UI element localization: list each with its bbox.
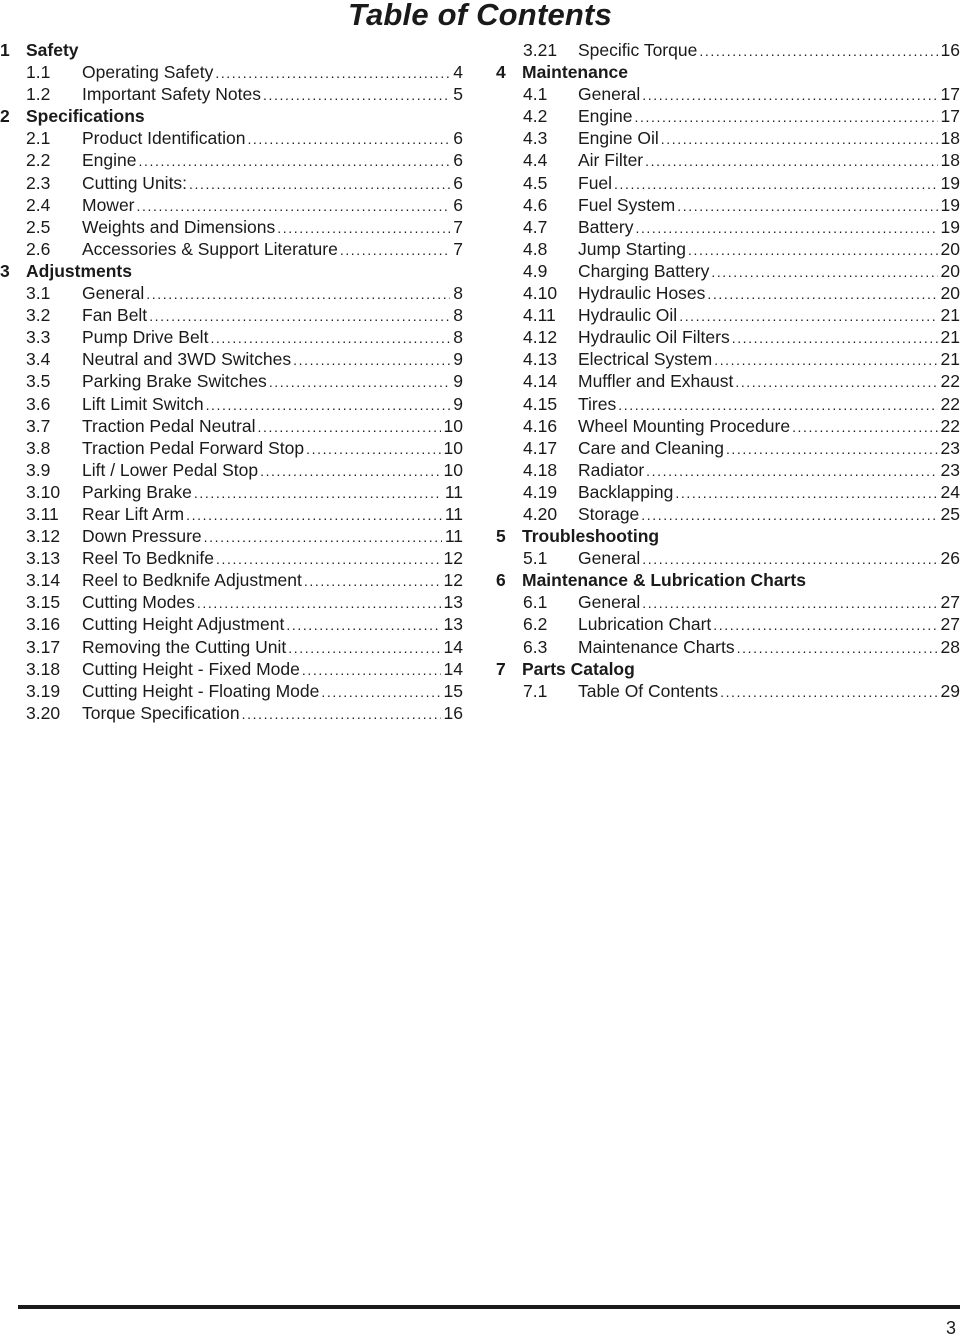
- entry-title: Traction Pedal Neutral: [82, 415, 256, 436]
- entry-title: Charging Battery: [578, 260, 710, 281]
- toc-entry[interactable]: [0, 481, 463, 503]
- entry-number: 3.11: [26, 503, 59, 524]
- entry-title: Engine: [82, 150, 137, 171]
- entry-page-number: 21: [940, 349, 960, 370]
- entry-number: 3.18: [26, 658, 61, 679]
- entry-title: Parking Brake Switches: [82, 371, 267, 392]
- dot-leader: [735, 371, 937, 393]
- dot-leader: [302, 659, 441, 681]
- toc-entry[interactable]: [0, 613, 463, 635]
- entry-number: 4.14: [523, 371, 558, 392]
- entry-page-number: 10: [443, 437, 463, 458]
- dot-leader: [321, 681, 440, 703]
- entry-title: Air Filter: [578, 150, 644, 171]
- toc-entry[interactable]: [496, 348, 960, 370]
- entry-title: Battery: [578, 216, 634, 237]
- toc-entry[interactable]: [0, 680, 463, 702]
- dot-leader: [194, 482, 442, 504]
- dot-leader: [645, 150, 937, 172]
- entry-page-number: 17: [940, 84, 960, 105]
- dot-leader: [618, 394, 937, 416]
- entry-title: Jump Starting: [578, 238, 686, 259]
- entry-number: 3.9: [26, 459, 51, 480]
- toc-entry[interactable]: [496, 370, 960, 392]
- entry-number: 7.1: [523, 680, 548, 701]
- toc-entry[interactable]: [496, 39, 960, 61]
- entry-page-number: 6: [453, 194, 463, 215]
- section-number: 2: [0, 106, 10, 127]
- dot-leader: [792, 416, 937, 438]
- dot-leader: [137, 195, 451, 217]
- toc-section-heading[interactable]: [496, 658, 960, 680]
- entry-page-number: 5: [453, 84, 463, 105]
- dot-leader: [679, 305, 937, 327]
- entry-title: Important Safety Notes: [82, 84, 261, 105]
- entry-page-number: 18: [940, 150, 960, 171]
- dot-leader: [206, 394, 451, 416]
- toc-entry[interactable]: [496, 393, 960, 415]
- dot-leader: [269, 371, 450, 393]
- entry-page-number: 24: [940, 481, 960, 502]
- dot-leader: [707, 283, 937, 305]
- section-title: Troubleshooting: [522, 526, 660, 547]
- entry-page-number: 26: [940, 548, 960, 569]
- entry-page-number: 22: [940, 371, 960, 392]
- toc-entry[interactable]: [0, 127, 463, 149]
- dot-leader: [635, 106, 938, 128]
- entry-number: 3.7: [26, 415, 51, 436]
- entry-title: Reel To Bedknife: [82, 548, 214, 569]
- toc-entry[interactable]: [0, 61, 463, 83]
- entry-page-number: 6: [453, 150, 463, 171]
- entry-title: General: [82, 283, 145, 304]
- dot-leader: [189, 173, 450, 195]
- entry-number: 4.20: [523, 503, 558, 524]
- dot-leader: [186, 504, 442, 526]
- dot-leader: [288, 637, 440, 659]
- toc-column-right: [496, 39, 960, 702]
- entry-number: 3.16: [26, 614, 61, 635]
- entry-page-number: 7: [453, 216, 463, 237]
- entry-title: Table Of Contents: [578, 680, 719, 701]
- toc-entry[interactable]: [0, 437, 463, 459]
- entry-page-number: 27: [940, 592, 960, 613]
- entry-title: General: [578, 84, 641, 105]
- entry-title: Pump Drive Belt: [82, 327, 209, 348]
- entry-number: 4.17: [523, 437, 558, 458]
- toc-section-heading[interactable]: [0, 260, 463, 282]
- dot-leader: [286, 614, 440, 636]
- section-number: 6: [496, 570, 506, 591]
- entry-title: Operating Safety: [82, 62, 214, 83]
- toc-entry[interactable]: [0, 304, 463, 326]
- entry-number: 6.3: [523, 636, 548, 657]
- toc-column-left: [0, 39, 463, 724]
- dot-leader: [737, 637, 938, 659]
- dot-leader: [688, 239, 938, 261]
- dot-leader: [216, 548, 441, 570]
- entry-title: Traction Pedal Forward Stop: [82, 437, 305, 458]
- entry-title: Lift / Lower Pedal Stop: [82, 459, 259, 480]
- dot-leader: [699, 40, 937, 62]
- entry-page-number: 16: [940, 40, 960, 60]
- dot-leader: [260, 460, 440, 482]
- dot-leader: [204, 526, 442, 548]
- entry-page-number: 11: [444, 503, 463, 524]
- entry-title: Weights and Dimensions: [82, 216, 276, 237]
- toc-entry[interactable]: [0, 393, 463, 415]
- toc-entry[interactable]: [496, 481, 960, 503]
- entry-title: Cutting Modes: [82, 592, 195, 613]
- toc-entry[interactable]: [0, 326, 463, 348]
- dot-leader: [263, 84, 450, 106]
- entry-title: Accessories & Support Literature: [82, 238, 338, 259]
- section-number: 4: [496, 62, 506, 83]
- entry-number: 2.4: [26, 194, 51, 215]
- entry-title: Backlapping: [578, 481, 674, 502]
- entry-number: 6.2: [523, 614, 548, 635]
- entry-number: 4.5: [523, 172, 548, 193]
- dot-leader: [215, 62, 450, 84]
- entry-title: Product Identification: [82, 128, 246, 149]
- section-title: Safety: [26, 40, 79, 60]
- toc-section-heading[interactable]: [0, 105, 463, 127]
- dot-leader: [642, 548, 937, 570]
- entry-title: Engine Oil: [578, 128, 659, 149]
- entry-title: Cutting Height Adjustment: [82, 614, 285, 635]
- toc-entry[interactable]: [0, 238, 463, 260]
- entry-number: 3.17: [26, 636, 61, 657]
- entry-page-number: 25: [940, 503, 960, 524]
- dot-leader: [277, 217, 450, 239]
- section-title: Adjustments: [26, 260, 132, 281]
- entry-page-number: 4: [453, 62, 463, 83]
- entry-title: Lift Limit Switch: [82, 393, 204, 414]
- dot-leader: [197, 592, 441, 614]
- toc-entry[interactable]: [0, 525, 463, 547]
- section-title: Parts Catalog: [522, 658, 635, 679]
- dot-leader: [714, 349, 937, 371]
- entry-number: 1.2: [26, 84, 51, 105]
- entry-title: Cutting Units:: [82, 172, 188, 193]
- toc-section-heading[interactable]: [496, 61, 960, 83]
- entry-title: Electrical System: [578, 349, 713, 370]
- entry-title: Removing the Cutting Unit: [82, 636, 287, 657]
- dot-leader: [306, 438, 440, 460]
- entry-title: Hydraulic Oil: [578, 305, 678, 326]
- toc-entry[interactable]: [0, 459, 463, 481]
- entry-title: Fuel System: [578, 194, 676, 215]
- entry-page-number: 20: [940, 283, 960, 304]
- toc-entry[interactable]: [496, 172, 960, 194]
- entry-page-number: 17: [940, 106, 960, 127]
- section-number: 1: [0, 40, 10, 60]
- toc-entry[interactable]: [496, 260, 960, 282]
- entry-title: Hydraulic Hoses: [578, 283, 706, 304]
- section-title: Specifications: [26, 106, 145, 127]
- entry-page-number: 22: [940, 393, 960, 414]
- toc-entry[interactable]: [496, 216, 960, 238]
- toc-entry[interactable]: [0, 591, 463, 613]
- toc-entry[interactable]: [496, 680, 960, 702]
- dot-leader: [711, 261, 937, 283]
- entry-page-number: 29: [940, 680, 960, 701]
- entry-page-number: 12: [443, 570, 463, 591]
- entry-title: Care and Cleaning: [578, 437, 724, 458]
- entry-number: 4.16: [523, 415, 558, 436]
- entry-title: General: [578, 592, 641, 613]
- toc-entry[interactable]: [0, 282, 463, 304]
- toc-section-heading[interactable]: [496, 525, 960, 547]
- section-number: 7: [496, 658, 506, 679]
- entry-page-number: 14: [443, 636, 463, 657]
- dot-leader: [713, 614, 937, 636]
- dot-leader: [247, 128, 450, 150]
- toc-entry[interactable]: [0, 348, 463, 370]
- entry-number: 3.10: [26, 481, 61, 502]
- dot-leader: [675, 482, 937, 504]
- toc-entry[interactable]: [0, 149, 463, 171]
- entry-page-number: 21: [940, 305, 960, 326]
- entry-page-number: 13: [443, 614, 463, 635]
- entry-number: 4.11: [523, 305, 556, 326]
- toc-entry[interactable]: [0, 547, 463, 569]
- section-number: 5: [496, 526, 506, 547]
- toc-entry[interactable]: [0, 503, 463, 525]
- entry-page-number: 14: [443, 658, 463, 679]
- entry-number: 2.5: [26, 216, 51, 237]
- toc-entry[interactable]: [0, 415, 463, 437]
- toc-entry[interactable]: [496, 636, 960, 658]
- entry-page-number: 6: [453, 172, 463, 193]
- toc-entry[interactable]: [496, 547, 960, 569]
- entry-title: Down Pressure: [82, 526, 202, 547]
- entry-page-number: 7: [453, 238, 463, 259]
- entry-title: Hydraulic Oil Filters: [578, 327, 730, 348]
- toc-entry[interactable]: [496, 459, 960, 481]
- dot-leader: [642, 84, 937, 106]
- entry-page-number: 8: [453, 327, 463, 348]
- entry-page-number: 9: [453, 349, 463, 370]
- entry-page-number: 9: [453, 371, 463, 392]
- dot-leader: [646, 460, 937, 482]
- entry-page-number: 19: [940, 172, 960, 193]
- page-number: 3: [945, 1318, 956, 1338]
- entry-number: 4.18: [523, 459, 558, 480]
- toc-entry[interactable]: [496, 238, 960, 260]
- entry-page-number: 19: [940, 216, 960, 237]
- entry-page-number: 22: [940, 415, 960, 436]
- entry-page-number: 6: [453, 128, 463, 149]
- entry-page-number: 10: [443, 459, 463, 480]
- entry-page-number: 12: [443, 548, 463, 569]
- entry-title: Cutting Height - Floating Mode: [82, 680, 320, 701]
- entry-number: 3.6: [26, 393, 51, 414]
- entry-page-number: 18: [940, 128, 960, 149]
- entry-page-number: 8: [453, 283, 463, 304]
- entry-number: 3.13: [26, 548, 61, 569]
- entry-number: 4.8: [523, 238, 548, 259]
- toc-entry[interactable]: [0, 216, 463, 238]
- entry-title: Parking Brake: [82, 481, 192, 502]
- dot-leader: [293, 349, 450, 371]
- dot-leader: [139, 150, 451, 172]
- entry-title: Muffler and Exhaust: [578, 371, 734, 392]
- entry-number: 3.12: [26, 526, 61, 547]
- dot-leader: [641, 504, 937, 526]
- entry-number: 3.8: [26, 437, 51, 458]
- entry-page-number: 23: [940, 459, 960, 480]
- section-number: 3: [0, 260, 10, 281]
- toc-entry[interactable]: [496, 503, 960, 525]
- toc-entry[interactable]: [496, 591, 960, 613]
- toc-entry[interactable]: [0, 370, 463, 392]
- entry-number: 3.3: [26, 327, 51, 348]
- toc-entry[interactable]: [496, 149, 960, 171]
- toc-entry[interactable]: [0, 658, 463, 680]
- entry-number: 4.6: [523, 194, 548, 215]
- entry-page-number: 10: [443, 415, 463, 436]
- entry-number: 4.19: [523, 481, 558, 502]
- entry-number: 6.1: [523, 592, 548, 613]
- entry-page-number: 20: [940, 260, 960, 281]
- entry-title: Fan Belt: [82, 305, 148, 326]
- dot-leader: [304, 570, 441, 592]
- section-title: Maintenance & Lubrication Charts: [522, 570, 806, 591]
- section-title: Maintenance: [522, 62, 628, 83]
- toc-entry[interactable]: [0, 194, 463, 216]
- entry-number: 4.12: [523, 327, 558, 348]
- entry-page-number: 11: [444, 526, 463, 547]
- entry-number: 4.15: [523, 393, 558, 414]
- entry-number: 3.21: [523, 40, 558, 60]
- entry-number: 4.7: [523, 216, 548, 237]
- entry-title: Cutting Height - Fixed Mode: [82, 658, 300, 679]
- toc-entry[interactable]: [496, 326, 960, 348]
- dot-leader: [661, 128, 938, 150]
- entry-number: 4.3: [523, 128, 548, 149]
- entry-number: 2.1: [26, 128, 51, 149]
- dot-leader: [340, 239, 450, 261]
- entry-title: Torque Specification: [82, 702, 240, 723]
- toc-entry[interactable]: [496, 415, 960, 437]
- entry-page-number: 8: [453, 305, 463, 326]
- dot-leader: [614, 173, 937, 195]
- entry-number: 4.13: [523, 349, 558, 370]
- page-title: Table of Contents: [347, 0, 613, 32]
- toc-entry[interactable]: [496, 105, 960, 127]
- entry-number: 2.3: [26, 172, 51, 193]
- entry-number: 4.2: [523, 106, 548, 127]
- entry-page-number: 16: [443, 702, 463, 723]
- entry-number: 3.20: [26, 702, 61, 723]
- toc-entry[interactable]: [496, 127, 960, 149]
- entry-title: General: [578, 548, 641, 569]
- entry-number: 4.10: [523, 283, 558, 304]
- entry-page-number: 27: [940, 614, 960, 635]
- entry-title: Neutral and 3WD Switches: [82, 349, 292, 370]
- toc-entry[interactable]: [496, 83, 960, 105]
- entry-page-number: 28: [940, 636, 960, 657]
- toc-entry[interactable]: [496, 304, 960, 326]
- toc-section-heading[interactable]: [0, 39, 463, 61]
- entry-number: 3.2: [26, 305, 51, 326]
- toc-entry[interactable]: [0, 83, 463, 105]
- toc-entry[interactable]: [0, 702, 463, 724]
- entry-title: Storage: [578, 503, 640, 524]
- entry-number: 4.9: [523, 260, 548, 281]
- entry-title: Tires: [578, 393, 617, 414]
- entry-title: Reel to Bedknife Adjustment: [82, 570, 302, 591]
- entry-page-number: 13: [443, 592, 463, 613]
- entry-page-number: 19: [940, 194, 960, 215]
- entry-page-number: 9: [453, 393, 463, 414]
- toc-entry[interactable]: [496, 194, 960, 216]
- entry-title: Mower: [82, 194, 135, 215]
- dot-leader: [732, 327, 938, 349]
- entry-number: 4.4: [523, 150, 548, 171]
- entry-title: Fuel: [578, 172, 613, 193]
- entry-number: 2.2: [26, 150, 51, 171]
- dot-leader: [146, 283, 450, 305]
- entry-number: 5.1: [523, 548, 548, 569]
- dot-leader: [149, 305, 450, 327]
- dot-leader: [642, 592, 937, 614]
- toc-entry[interactable]: [496, 282, 960, 304]
- entry-number: 3.1: [26, 283, 51, 304]
- entry-number: 1.1: [26, 62, 51, 83]
- entry-number: 3.19: [26, 680, 61, 701]
- entry-page-number: 15: [443, 680, 463, 701]
- entry-page-number: 20: [940, 238, 960, 259]
- toc-entry[interactable]: [0, 569, 463, 591]
- dot-leader: [726, 438, 938, 460]
- toc-section-heading[interactable]: [496, 569, 960, 591]
- toc-entry[interactable]: [0, 636, 463, 658]
- entry-number: 4.1: [523, 84, 548, 105]
- toc-entry[interactable]: [0, 172, 463, 194]
- entry-number: 2.6: [26, 238, 51, 259]
- entry-page-number: 11: [444, 481, 463, 502]
- entry-page-number: 23: [940, 437, 960, 458]
- toc-entry[interactable]: [496, 613, 960, 635]
- entry-title: Rear Lift Arm: [82, 503, 185, 524]
- entry-number: 3.15: [26, 592, 61, 613]
- dot-leader: [210, 327, 450, 349]
- toc-entry[interactable]: [496, 437, 960, 459]
- entry-number: 3.4: [26, 349, 51, 370]
- dot-leader: [257, 416, 440, 438]
- entry-title: Lubrication Chart: [578, 614, 712, 635]
- entry-title: Radiator: [578, 459, 645, 480]
- entry-page-number: 21: [940, 327, 960, 348]
- entry-title: Wheel Mounting Procedure: [578, 415, 791, 436]
- dot-leader: [242, 703, 441, 725]
- dot-leader: [720, 681, 937, 703]
- dot-leader: [677, 195, 937, 217]
- entry-number: 3.5: [26, 371, 51, 392]
- footer-rule: [18, 1305, 960, 1309]
- entry-number: 3.14: [26, 570, 61, 591]
- entry-title: Specific Torque: [578, 40, 698, 60]
- entry-title: Maintenance Charts: [578, 636, 735, 657]
- dot-leader: [635, 217, 937, 239]
- entry-title: Engine: [578, 106, 633, 127]
